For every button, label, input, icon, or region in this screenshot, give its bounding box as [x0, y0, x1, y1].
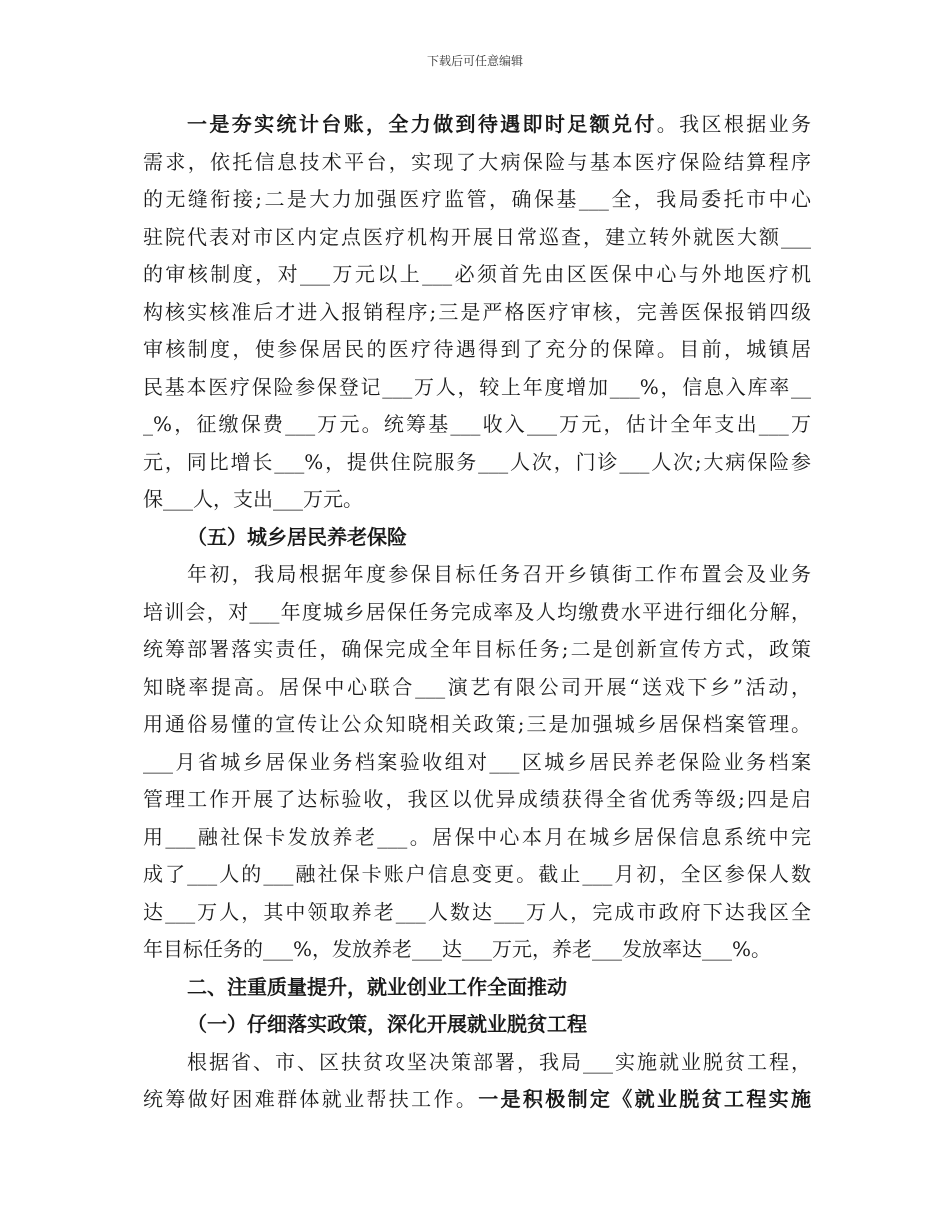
paragraph-line: 需求，依托信息技术平台，实现了大病保险与基本医疗保险结算程序 — [143, 149, 811, 174]
paragraph-line: 根据省、市、区扶贫攻坚决策部署，我局___实施就业脱贫工程， — [187, 1049, 811, 1074]
paragraph-line — [143, 106, 811, 144]
paragraph-line — [143, 1081, 811, 1119]
paragraph-line: 的无缝衔接;二是大力加强医疗监管，确保基___全，我局委托市中心 — [143, 187, 811, 211]
paragraph-line: 的审核制度，对___万元以上___必须首先由区医保中心与外地医疗机 — [143, 262, 811, 286]
section-heading: （五）城乡居民养老保险 — [187, 524, 407, 549]
paragraph-line: 年初，我局根据年度参保目标任务召开乡镇街工作布置会及业务 — [187, 562, 811, 586]
line-text: 。我区根据业务 — [656, 112, 811, 136]
paragraph-line: 民基本医疗保险参保登记___万人，较上年度增加___%，信息入库率__ — [143, 374, 811, 399]
page-header: 下载后可任意编辑 — [426, 54, 523, 68]
paragraph-line: 培训会，对___年度城乡居保任务完成率及人均缴费水平进行细化分解， — [143, 599, 811, 624]
paragraph-line: 成了___人的___融社保卡账户信息变更。截止___月初，全区参保人数 — [143, 862, 811, 886]
section-heading: 二、注重质量提升，就业创业工作全面推动 — [187, 974, 567, 999]
bold-phrase: 一是夯实统计台账，全力做到待遇即时足额兑付 — [187, 112, 657, 136]
paragraph-line: 统筹部署落实责任，确保完成全年目标任务;二是创新宣传方式，政策 — [143, 637, 811, 661]
paragraph-line: _%，征缴保费___万元。统筹基___收入___万元，估计全年支出___万 — [143, 412, 811, 436]
paragraph-line: 达___万人，其中领取养老___人数达___万人，完成市政府下达我区全 — [143, 899, 811, 924]
paragraph-line: 驻院代表对市区内定点医疗机构开展日常巡查，建立转外就医大额___ — [143, 224, 811, 249]
paragraph-line: 管理工作开展了达标验收，我区以优异成绩获得全省优秀等级;四是启 — [143, 787, 811, 811]
paragraph-line: 知晓率提高。居保中心联合___演艺有限公司开展“送戏下乡”活动， — [143, 674, 811, 699]
paragraph-line: 年目标任务的___%，发放养老___达___万元，养老___发放率达___%。 — [143, 937, 772, 961]
paragraph-line: 元，同比增长___%，提供住院服务___人次，门诊___人次;大病保险参 — [143, 449, 811, 474]
document-body — [143, 106, 811, 1119]
paragraph-line: 构核实核准后才进入报销程序;三是严格医疗审核，完善医保报销四级 — [143, 299, 811, 324]
line-text: 统筹做好困难群体就业帮扶工作。 — [143, 1087, 479, 1111]
paragraph-line: ___月省城乡居保业务档案验收组对___区城乡居民养老保险业务档案 — [143, 749, 811, 774]
paragraph-line: 用通俗易懂的宣传让公众知晓相关政策;三是加强城乡居保档案管理。 — [143, 712, 811, 736]
subsection-heading: （一）仔细落实政策，深化开展就业脱贫工程 — [187, 1012, 587, 1036]
paragraph-line: 用___融社保卡发放养老___。居保中心本月在城乡居保信息系统中完 — [143, 824, 811, 849]
paragraph-line: 审核制度，使参保居民的医疗待遇得到了充分的保障。目前，城镇居 — [143, 337, 811, 361]
bold-phrase: 一是积极制定《就业脱贫工程实施 — [478, 1087, 811, 1111]
paragraph-line: 保___人，支出___万元。 — [143, 487, 363, 511]
